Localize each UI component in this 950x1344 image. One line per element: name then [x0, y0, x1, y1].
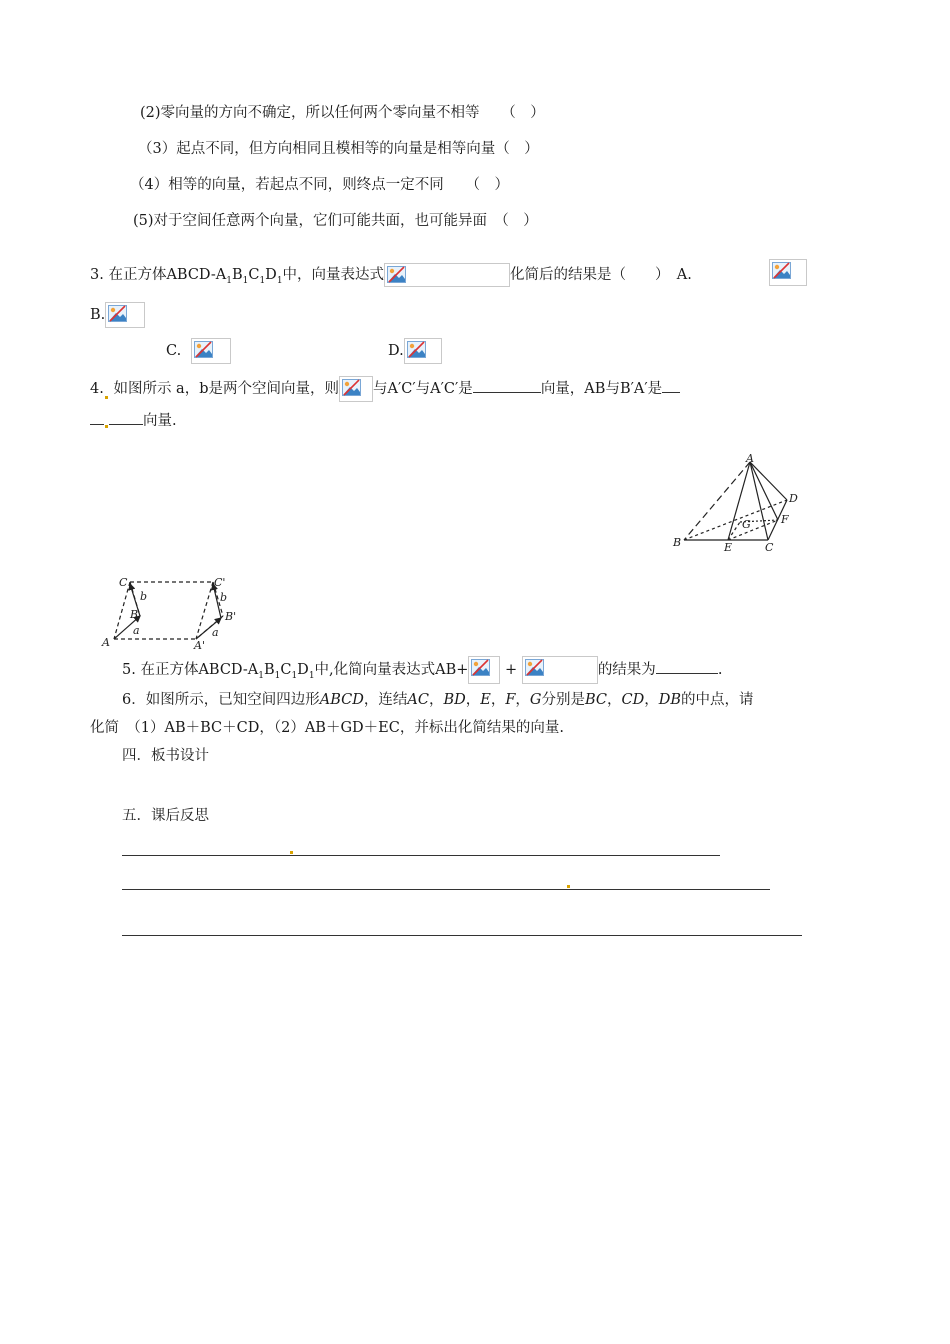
reflection-line-3[interactable] — [122, 935, 802, 936]
judge-item-2: (2)零向量的方向不确定，所以任何两个零向量不相等 （ ） — [140, 105, 545, 121]
option-c-image-icon — [191, 338, 231, 364]
label-A-prime: A' — [194, 639, 205, 650]
question-6-line-2: 化简 （1）AB＋BC＋CD，（2）AB＋GD＋EC，并标出化简结果的向量. — [90, 720, 564, 736]
option-d-image-icon — [404, 338, 442, 364]
marker-dot — [290, 851, 293, 854]
label-F: F — [781, 513, 789, 526]
question-4-line-1: 4. 如图所示 a，b是两个空间向量，则 与A′C′与A′C′是 向量，AB与B′A′是 — [90, 376, 680, 402]
answer-blank[interactable] — [656, 659, 718, 674]
option-b: B. — [90, 302, 145, 328]
judge-item-3: （3）起点不同，但方向相同且模相等的向量是相等向量（ ） — [138, 141, 539, 157]
label-E: E — [724, 541, 733, 554]
answer-blank-start[interactable] — [662, 378, 680, 393]
question-3-stem: 3. 在正方体ABCD-$A_1B_1C_1D_1$中，向量表达式 化简后的结果是（ ） A. — [90, 263, 692, 291]
broken-image-icon — [384, 263, 510, 287]
label-A: A — [102, 636, 110, 649]
reflection-line-1[interactable] — [122, 855, 720, 856]
vector-a-prime-label: a — [212, 626, 219, 639]
label-C: C — [765, 541, 774, 554]
label-C-prime: C' — [214, 576, 226, 589]
vector-b-label: b — [140, 590, 148, 603]
answer-blank-end[interactable] — [109, 410, 143, 425]
label-G: G — [742, 518, 751, 531]
vector-a-label: a — [133, 624, 140, 637]
answer-blank[interactable] — [473, 378, 541, 393]
prism-figure — [100, 574, 245, 650]
option-b-image-icon — [105, 302, 145, 328]
label-B: B — [130, 608, 139, 621]
section-reflection: 五．课后反思 — [122, 808, 209, 824]
answer-blank-cont[interactable] — [90, 410, 104, 425]
tetrahedron-figure — [670, 452, 810, 554]
vector-image-icon — [339, 376, 373, 402]
reflection-line-2[interactable] — [122, 889, 770, 890]
label-B-prime: B' — [225, 610, 237, 623]
question-4-line-2: 向量. — [90, 410, 177, 431]
option-d: D. — [388, 338, 442, 364]
section-board-design: 四．板书设计 — [122, 748, 209, 764]
label-B: B — [673, 536, 682, 549]
option-a-image-icon — [769, 259, 807, 286]
label-A: A — [746, 452, 754, 465]
vector-b-prime-label: b — [220, 591, 228, 604]
question-5: 5. 在正方体ABCD-$A_1B_1C_1D_1$中,化简向量表达式AB+ + 的结果为 . — [122, 656, 722, 686]
vector-image-icon — [468, 656, 500, 684]
vector-image-icon — [522, 656, 598, 684]
marker-dot — [105, 425, 108, 428]
label-D: D — [789, 492, 798, 505]
marker-dot — [567, 885, 570, 888]
judge-item-5: (5)对于空间任意两个向量，它们可能共面，也可能异面 （ ） — [133, 213, 538, 229]
label-C: C — [119, 576, 128, 589]
marker-dot — [105, 396, 108, 399]
option-c: C. — [166, 338, 231, 364]
question-6-line-1: 6．如图所示，已知空间四边形ABCD，连结AC，BD，E，F，G分别是BC，CD，DB的中点，请 — [122, 692, 754, 708]
judge-item-4: （4）相等的向量，若起点不同，则终点一定不同 （ ） — [130, 177, 509, 193]
